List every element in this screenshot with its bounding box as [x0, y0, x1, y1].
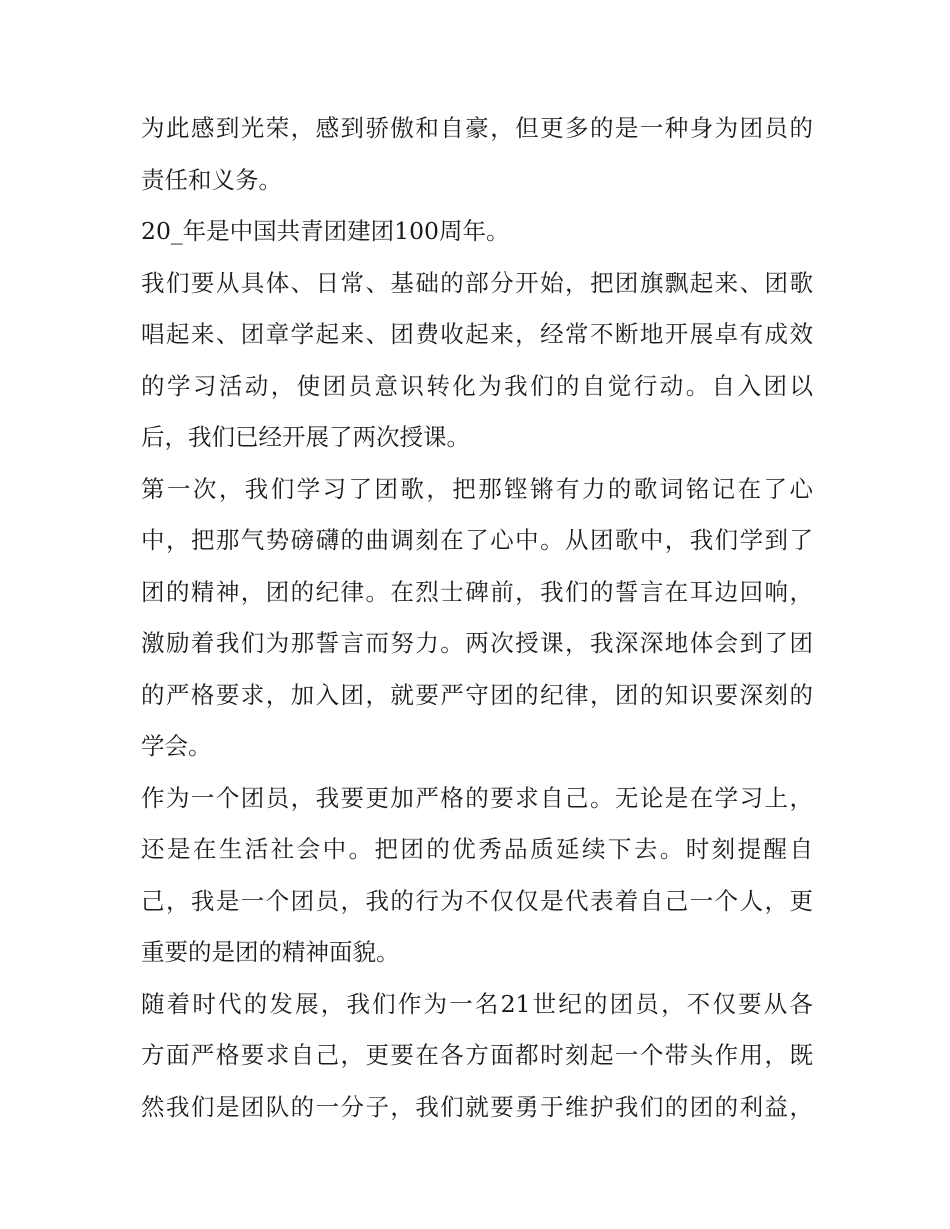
text-line: 唱起来、团章学起来、团费收起来，经常不断地开展卓有成效 [141, 320, 813, 348]
text-line: 然我们是团队的一分子，我们就要勇于维护我们的团的利益， [141, 1092, 813, 1121]
text-line: 第一次，我们学习了团歌，把那铿锵有力的歌词铭记在了心 [141, 474, 813, 503]
paragraph-4 [141, 464, 813, 773]
text-line: 激励着我们为那誓言而努力。两次授课，我深深地体会到了团 [141, 629, 813, 657]
text-line: 方面严格要求自己，更要在各方面都时刻起一个带头作用，既 [141, 1041, 813, 1069]
text-line: 后，我们已经开展了两次授课。 [141, 423, 470, 451]
text-line: 为此感到光荣，感到骄傲和自豪，但更多的是一种身为团员的 [141, 114, 813, 142]
document-body [141, 103, 813, 1133]
text-line: 己，我是一个团员，我的行为不仅仅是代表着自己一个人，更 [141, 886, 813, 915]
paragraph-2 [141, 206, 813, 258]
paragraph-5 [141, 773, 813, 979]
text-line: 的严格要求，加入团，就要严守团的纪律，团的知识要深刻的 [141, 680, 813, 709]
paragraph-1 [141, 103, 813, 206]
text-line: 中，把那气势磅礴的曲调刻在了心中。从团歌中，我们学到了 [141, 526, 813, 554]
text-line: 学会。 [141, 732, 212, 760]
text-line: 责任和义务。 [141, 165, 282, 194]
text-line: 还是在生活社会中。把团的优秀品质延续下去。时刻提醒自 [141, 835, 813, 863]
paragraph-6 [141, 979, 813, 1134]
text-line: 作为一个团员，我要更加严格的要求自己。无论是在学习上， [141, 783, 813, 812]
text-line: 随着时代的发展，我们作为一名21世纪的团员，不仅要从各 [141, 989, 813, 1018]
text-line: 重要的是团的精神面貌。 [141, 938, 400, 966]
text-line: 我们要从具体、日常、基础的部分开始，把团旗飘起来、团歌 [141, 268, 813, 297]
text-line: 20_年是中国共青团建团100周年。 [141, 217, 510, 245]
paragraph-3 [141, 258, 813, 464]
text-line: 团的精神，团的纪律。在烈士碑前，我们的誓言在耳边回响， [141, 577, 813, 606]
text-line: 的学习活动，使团员意识转化为我们的自觉行动。自入团以 [141, 371, 813, 400]
